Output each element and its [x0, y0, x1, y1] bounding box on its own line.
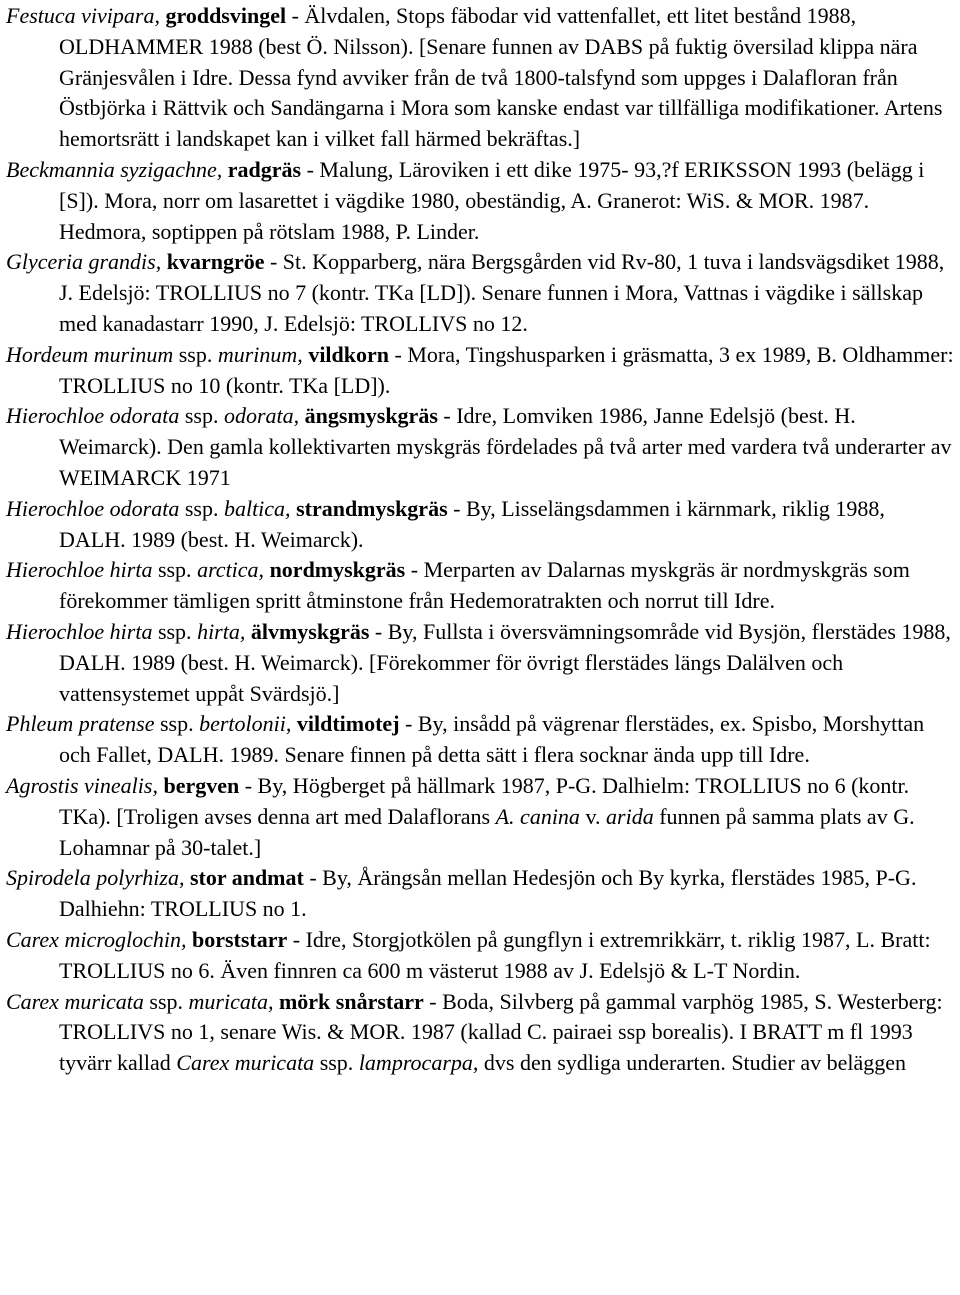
species-entry: [6, 987, 956, 1079]
common-name: bergven: [163, 772, 240, 798]
common-name: vildtimotej: [296, 711, 400, 737]
entry-text: - St. Kopparberg, nära Bergsgården vid Rv-80, 1 tuva i landsvägsdiket 1988, J. Edelsjö: TROLLIUS no 7 (kontr. TKa [LD]). Senare funnen i Mora, Vattnas i vägdike i sällskap med kanadastarr 1990, J. Edelsjö: TROLLIVS no 12.: [59, 249, 945, 336]
document-page: [6, 1, 956, 1079]
entry-text: - Merparten av Dalarnas myskgräs är nordmyskgräs som förekommer tämligen spritt åtminstone från Hedemoratrakten och norrut till Idre.: [59, 557, 910, 614]
scientific-name: Carex microglochin,: [6, 926, 187, 952]
scientific-name: Phleum pratense ssp. bertolonii,: [6, 711, 292, 737]
species-entry: [6, 247, 956, 339]
species-entry: [6, 771, 956, 863]
common-name: borststarr: [191, 926, 288, 952]
species-entry: [6, 1, 956, 155]
scientific-name: A. canina v. arida: [495, 803, 654, 829]
entry-text: - By, Årängsån mellan Hedesjön och By kyrka, flerstädes 1985, P-G. Dalhiehn: TROLLIUS no 1.: [59, 865, 917, 922]
common-name: ängsmyskgräs: [304, 403, 438, 429]
entry-text: funnen på samma plats av G. Lohamnar på 30-talet.]: [59, 803, 915, 860]
species-entry: [6, 617, 956, 709]
scientific-name: Glyceria grandis,: [6, 249, 162, 275]
scientific-name: Carex muricata ssp. lamprocarpa: [176, 1050, 473, 1076]
common-name: stor andmat: [189, 865, 304, 891]
scientific-name: Spirodela polyrhiza,: [6, 865, 185, 891]
common-name: radgräs: [227, 156, 302, 182]
entry-text: - Mora, Tingshusparken i gräsmatta, 3 ex 1989, B. Oldhammer: TROLLIUS no 10 (kontr. TKa [LD]).: [59, 341, 954, 398]
species-entry: [6, 555, 956, 617]
species-entry: [6, 709, 956, 771]
entry-text: - Älvdalen, Stops fäbodar vid vattenfallet, ett litet bestånd 1988, OLDHAMMER 1988 (best Ö. Nilsson). [Senare funnen av DABS på fuktig översilad klippa nära Gränjesvålen i Idre. Dessa fynd avviker från de två 1800-talsfynd som uppges i Dalafloran från Östbjörka i Rättvik och Sandängarna i Mora som kanske endast var tillfälliga modifikationer. Artens hemortsrätt i landskapet kan i vilket fall härmed bekräftas.]: [59, 3, 943, 152]
scientific-name: Carex muricata ssp. muricata,: [6, 988, 274, 1014]
common-name: strandmyskgräs: [296, 495, 448, 521]
species-entry: [6, 155, 956, 247]
entry-text: - By, insådd på vägrenar flerstädes, ex. Spisbo, Morshyttan och Fallet, DALH. 1989. Senare finnen på detta sätt i flera socknar ända upp till Idre.: [59, 711, 925, 768]
entry-text: - By, Lisselängsdammen i kärnmark, riklig 1988, DALH. 1989 (best. H. Weimarck).: [59, 495, 885, 552]
scientific-name: Agrostis vinealis,: [6, 772, 158, 798]
scientific-name: Festuca vivipara,: [6, 3, 160, 28]
entry-text: - Idre, Storgjotkölen på gungflyn i extremrikkärr, t. riklig 1987, L. Bratt: TROLLIUS no 6. Även finnren ca 600 m västerut 1988 av J. Edelsjö & L-T Nordin.: [59, 926, 931, 983]
scientific-name: Hierochloe hirta ssp. arctica,: [6, 557, 265, 583]
scientific-name: Beckmannia syzigachne,: [6, 156, 223, 182]
common-name: groddsvingel: [165, 3, 287, 28]
species-entry: [6, 401, 956, 493]
species-entry: [6, 494, 956, 556]
scientific-name: Hierochloe odorata ssp. odorata,: [6, 403, 300, 429]
common-name: vildkorn: [308, 341, 390, 367]
common-name: älvmyskgräs: [250, 618, 370, 644]
entry-text: - Boda, Silvberg på gammal varphög 1985, S. Westerberg: TROLLIVS no 1, senare Wis. & MOR. 1987 (kallad C. pairaei ssp borealis). I BRATT m fl 1993 tyvärr kallad: [59, 988, 943, 1076]
scientific-name: Hierochloe hirta ssp. hirta,: [6, 618, 246, 644]
common-name: nordmyskgräs: [269, 557, 406, 583]
scientific-name: Hierochloe odorata ssp. baltica,: [6, 495, 291, 521]
entry-text: , dvs den sydliga underarten. Studier av beläggen: [472, 1050, 907, 1076]
entry-text: - By, Högberget på hällmark 1987, P-G. Dalhielm: TROLLIUS no 6 (kontr. TKa). [Troligen avses denna art med Dalaflorans: [59, 772, 910, 829]
species-entry: [6, 925, 956, 987]
common-name: kvarngröe: [166, 249, 265, 275]
species-entry: [6, 863, 956, 925]
common-name: mörk snårstarr: [278, 988, 424, 1014]
scientific-name: Hordeum murinum ssp. murinum,: [6, 341, 303, 367]
entry-text: - Idre, Lomviken 1986, Janne Edelsjö (best. H. Weimarck). Den gamla kollektivarten myskgräs fördelades på två arter med vardera två underarter av WEIMARCK 1971: [59, 403, 952, 490]
entry-text: - Malung, Läroviken i ett dike 1975- 93,?f ERIKSSON 1993 (belägg i [S]). Mora, norr om lasarettet i vägdike 1980, obeständig, A. Granerot: WiS. & MOR. 1987. Hedmora, soptippen på rötslam 1988, P. Linder.: [59, 156, 925, 244]
species-entry: [6, 340, 956, 402]
entry-text: - By, Fullsta i översvämningsområde vid Bysjön, flerstädes 1988, DALH. 1989 (best. H. Weimarck). [Förekommer för övrigt flerstädes längs Dalälven och vattensystemet uppåt Svärdsjö.]: [59, 618, 951, 706]
